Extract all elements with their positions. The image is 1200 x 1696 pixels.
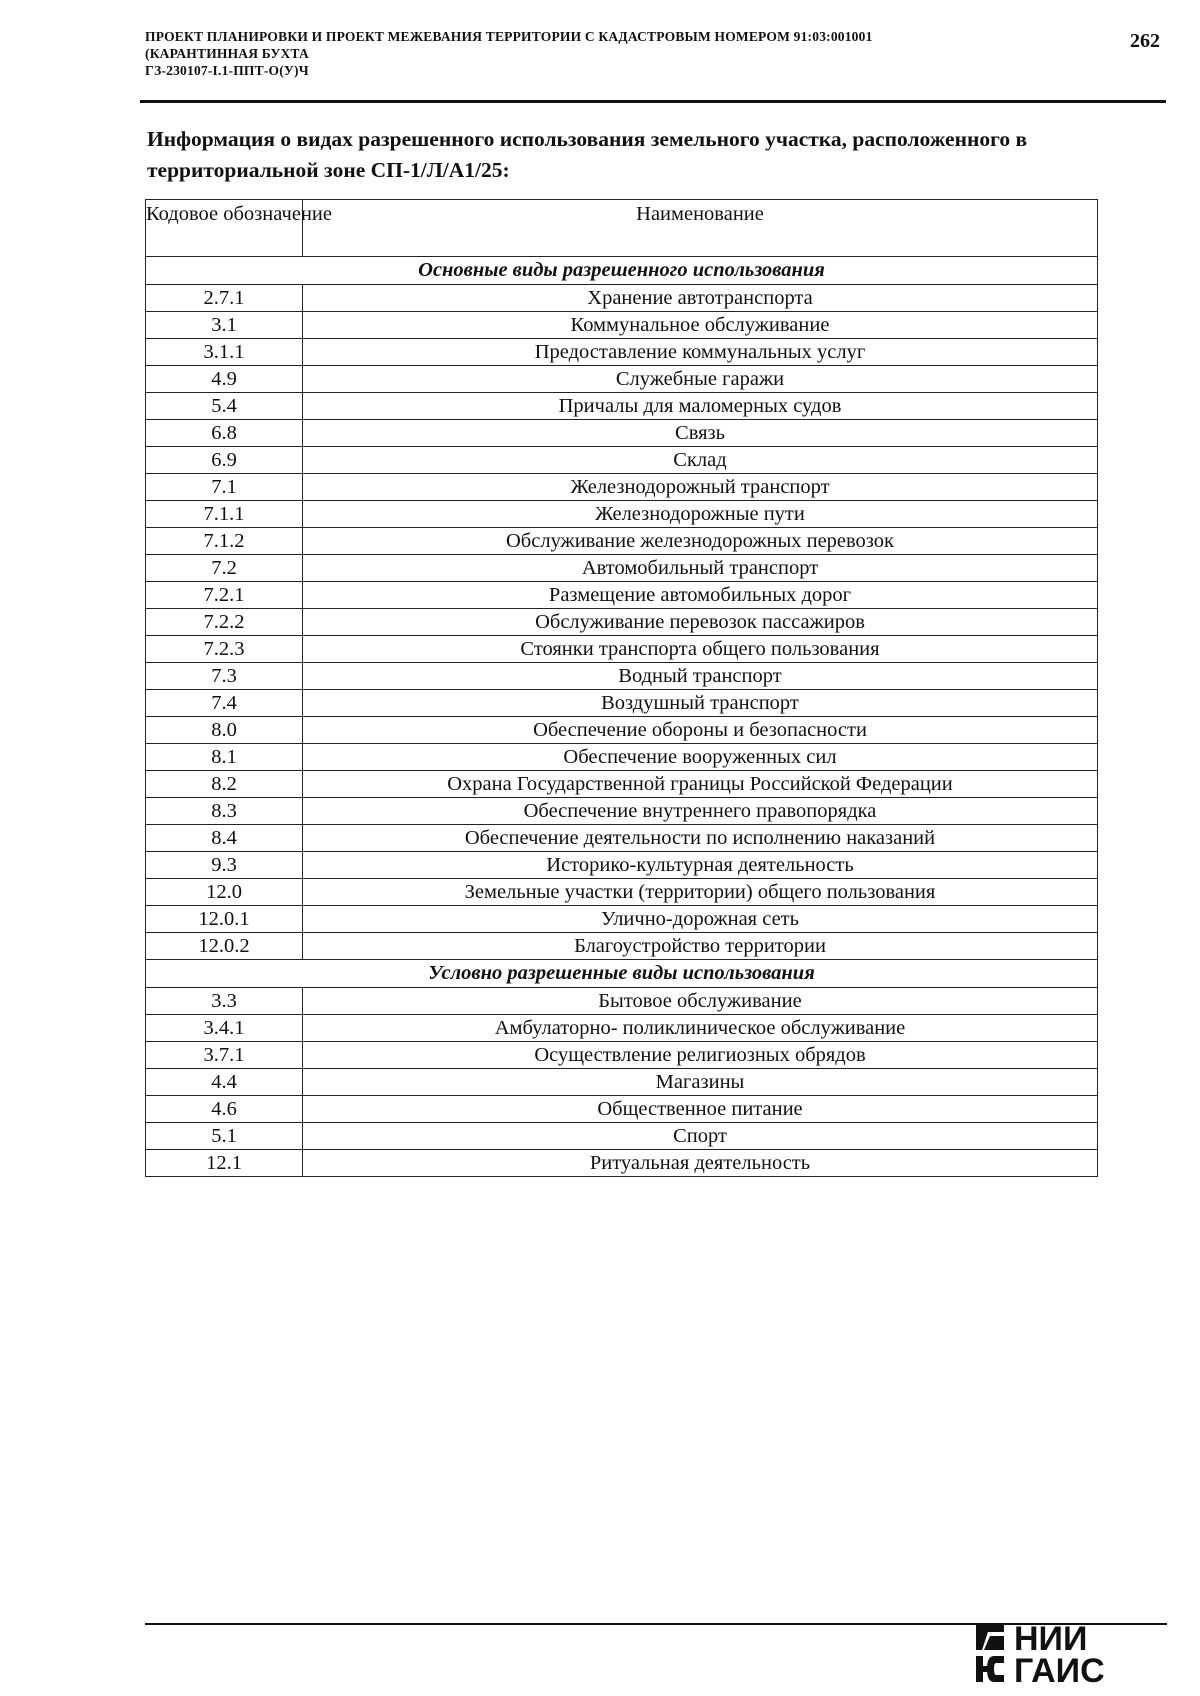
logo-emblem bbox=[976, 1624, 1004, 1682]
use-name-cell: Железнодорожный транспорт bbox=[303, 474, 1098, 501]
table-row bbox=[146, 420, 1098, 447]
use-code-cell: 6.8 bbox=[146, 420, 303, 447]
section-title: Условно разрешенные виды использования bbox=[146, 960, 1098, 988]
use-code-cell: 3.1 bbox=[146, 312, 303, 339]
use-name-cell: Магазины bbox=[303, 1069, 1098, 1096]
use-code-cell: 7.1 bbox=[146, 474, 303, 501]
header-line-3: ГЗ-230107-I.1-ППТ-О(У)Ч bbox=[145, 63, 309, 78]
use-name-cell: Историко-культурная деятельность bbox=[303, 852, 1098, 879]
use-name-cell: Обеспечение деятельности по исполнению наказаний bbox=[303, 825, 1098, 852]
logo-text-line1: НИИ bbox=[1014, 1620, 1088, 1658]
table-row bbox=[146, 744, 1098, 771]
table-row bbox=[146, 1069, 1098, 1096]
use-name-cell: Охрана Государственной границы Российской Федерации bbox=[303, 771, 1098, 798]
table-row bbox=[146, 852, 1098, 879]
use-code-cell: 7.2 bbox=[146, 555, 303, 582]
use-code-cell: 7.2.1 bbox=[146, 582, 303, 609]
use-name-cell: Водный транспорт bbox=[303, 663, 1098, 690]
table-row bbox=[146, 609, 1098, 636]
table-row bbox=[146, 636, 1098, 663]
table-row bbox=[146, 366, 1098, 393]
table-row bbox=[146, 771, 1098, 798]
use-name-cell: Коммунальное обслуживание bbox=[303, 312, 1098, 339]
table-row bbox=[146, 1042, 1098, 1069]
table-row bbox=[146, 447, 1098, 474]
use-name-cell: Обеспечение внутреннего правопорядка bbox=[303, 798, 1098, 825]
use-name-cell: Размещение автомобильных дорог bbox=[303, 582, 1098, 609]
use-name-cell: Стоянки транспорта общего пользования bbox=[303, 636, 1098, 663]
use-name-cell: Воздушный транспорт bbox=[303, 690, 1098, 717]
use-name-cell: Склад bbox=[303, 447, 1098, 474]
table-row bbox=[146, 393, 1098, 420]
use-name-cell: Хранение автотранспорта bbox=[303, 285, 1098, 312]
use-code-cell: 7.2.2 bbox=[146, 609, 303, 636]
use-code-cell: 7.2.3 bbox=[146, 636, 303, 663]
use-code-cell: 12.0.1 bbox=[146, 906, 303, 933]
header-line-2: (КАРАНТИННАЯ БУХТА bbox=[145, 46, 309, 61]
use-name-cell: Осуществление религиозных обрядов bbox=[303, 1042, 1098, 1069]
use-code-cell: 2.7.1 bbox=[146, 285, 303, 312]
use-code-cell: 7.4 bbox=[146, 690, 303, 717]
use-code-cell: 8.4 bbox=[146, 825, 303, 852]
use-code-cell: 3.1.1 bbox=[146, 339, 303, 366]
table-row bbox=[146, 879, 1098, 906]
table-row bbox=[146, 582, 1098, 609]
use-name-cell: Спорт bbox=[303, 1123, 1098, 1150]
table-row bbox=[146, 1096, 1098, 1123]
page-title: Информация о видах разрешенного использования земельного участка, расположенного в территориальной зоне СП-1/Л/А1/25: bbox=[147, 127, 1028, 182]
table-row bbox=[146, 1015, 1098, 1042]
table-row bbox=[146, 285, 1098, 312]
table-row bbox=[146, 1150, 1098, 1177]
table-row bbox=[146, 501, 1098, 528]
use-code-cell: 4.9 bbox=[146, 366, 303, 393]
table-row bbox=[146, 555, 1098, 582]
table-row bbox=[146, 906, 1098, 933]
column-header-name: Наименование bbox=[303, 200, 1098, 257]
section-row bbox=[146, 257, 1098, 285]
use-code-cell: 8.2 bbox=[146, 771, 303, 798]
header-divider bbox=[140, 100, 1166, 103]
use-code-cell: 8.0 bbox=[146, 717, 303, 744]
table-row bbox=[146, 312, 1098, 339]
document-header bbox=[145, 28, 1085, 79]
use-name-cell: Земельные участки (территории) общего пользования bbox=[303, 879, 1098, 906]
table-body bbox=[146, 257, 1098, 1177]
section-row bbox=[146, 960, 1098, 988]
table-row bbox=[146, 988, 1098, 1015]
use-name-cell: Ритуальная деятельность bbox=[303, 1150, 1098, 1177]
table-row bbox=[146, 825, 1098, 852]
use-name-cell: Обеспечение вооруженных сил bbox=[303, 744, 1098, 771]
use-name-cell: Обслуживание перевозок пассажиров bbox=[303, 609, 1098, 636]
use-code-cell: 9.3 bbox=[146, 852, 303, 879]
use-code-cell: 3.3 bbox=[146, 988, 303, 1015]
use-name-cell: Благоустройство территории bbox=[303, 933, 1098, 960]
use-name-cell: Улично-дорожная сеть bbox=[303, 906, 1098, 933]
table-row bbox=[146, 690, 1098, 717]
column-header-code: Кодовое обозначение bbox=[146, 200, 303, 257]
table-row bbox=[146, 528, 1098, 555]
use-name-cell: Связь bbox=[303, 420, 1098, 447]
use-name-cell: Железнодорожные пути bbox=[303, 501, 1098, 528]
use-code-cell: 4.6 bbox=[146, 1096, 303, 1123]
use-code-cell: 12.0.2 bbox=[146, 933, 303, 960]
table-row bbox=[146, 663, 1098, 690]
use-name-cell: Общественное питание bbox=[303, 1096, 1098, 1123]
use-name-cell: Предоставление коммунальных услуг bbox=[303, 339, 1098, 366]
use-name-cell: Автомобильный транспорт bbox=[303, 555, 1098, 582]
use-code-cell: 7.3 bbox=[146, 663, 303, 690]
page-number: 262 bbox=[1130, 30, 1160, 52]
use-code-cell: 12.1 bbox=[146, 1150, 303, 1177]
use-code-cell: 7.1.2 bbox=[146, 528, 303, 555]
use-name-cell: Бытовое обслуживание bbox=[303, 988, 1098, 1015]
use-code-cell: 4.4 bbox=[146, 1069, 303, 1096]
use-name-cell: Обеспечение обороны и безопасности bbox=[303, 717, 1098, 744]
use-code-cell: 5.4 bbox=[146, 393, 303, 420]
use-name-cell: Причалы для маломерных судов bbox=[303, 393, 1098, 420]
section-title: Основные виды разрешенного использования bbox=[146, 257, 1098, 285]
use-code-cell: 6.9 bbox=[146, 447, 303, 474]
use-code-cell: 8.3 bbox=[146, 798, 303, 825]
use-name-cell: Служебные гаражи bbox=[303, 366, 1098, 393]
use-code-cell: 8.1 bbox=[146, 744, 303, 771]
logo-text-line2: ГАИС bbox=[1014, 1652, 1105, 1690]
use-code-cell: 12.0 bbox=[146, 879, 303, 906]
use-code-cell: 5.1 bbox=[146, 1123, 303, 1150]
use-code-cell: 7.1.1 bbox=[146, 501, 303, 528]
table-row bbox=[146, 717, 1098, 744]
table-row bbox=[146, 474, 1098, 501]
use-name-cell: Обслуживание железнодорожных перевозок bbox=[303, 528, 1098, 555]
land-use-table bbox=[145, 199, 1098, 1177]
use-name-cell: Амбулаторно- поликлиническое обслуживание bbox=[303, 1015, 1098, 1042]
use-code-cell: 3.7.1 bbox=[146, 1042, 303, 1069]
table-row bbox=[146, 933, 1098, 960]
use-code-cell: 3.4.1 bbox=[146, 1015, 303, 1042]
table-row bbox=[146, 1123, 1098, 1150]
header-line-1: ПРОЕКТ ПЛАНИРОВКИ И ПРОЕКТ МЕЖЕВАНИЯ ТЕРРИТОРИИ С КАДАСТРОВЫМ НОМЕРОМ 91:03:001001 bbox=[145, 29, 873, 44]
table-row bbox=[146, 798, 1098, 825]
table-header-row bbox=[146, 200, 1098, 257]
niiigais-logo-mark bbox=[974, 1620, 1154, 1690]
table-row bbox=[146, 339, 1098, 366]
